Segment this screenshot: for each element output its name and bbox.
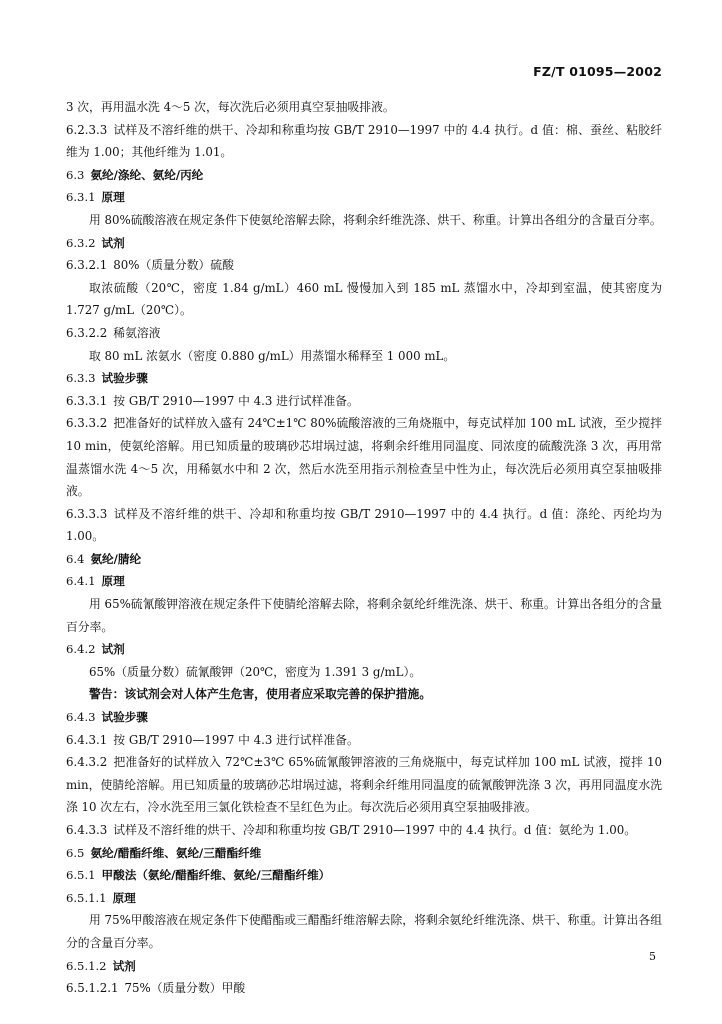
clause-text: 试样及不溶纤维的烘干、冷却和称重均按 GB/T 2910—1997 中的 4.4 执行。d 值：涤纶、丙纶均为 1.00。 bbox=[66, 506, 662, 544]
section-title: 原理 bbox=[101, 574, 125, 589]
section-title: 试剂 bbox=[101, 642, 125, 657]
section-number: 6.4.1 bbox=[66, 574, 96, 589]
section-heading bbox=[66, 706, 662, 729]
section-title: 氨纶/涤纶、氨纶/丙纶 bbox=[90, 167, 204, 182]
paragraph: 65%（质量分数）硫氰酸钾（20℃，密度为 1.391 3 g/mL）。 bbox=[89, 664, 422, 679]
section-title: 原理 bbox=[112, 890, 136, 905]
paragraph: 用 65%硫氰酸钾溶液在规定条件下使腈纶溶解去除，将剩余氨纶纤维洗涤、烘干、称重。计算出各组分的含量百分率。 bbox=[66, 597, 662, 634]
section-number: 6.5 bbox=[66, 845, 85, 860]
clause-text: 按 GB/T 2910—1997 中 4.3 进行试样准备。 bbox=[113, 393, 359, 408]
section-heading bbox=[66, 164, 662, 187]
warning-note: 警告：该试剂会对人体产生危害，使用者应采取完善的保护措施。 bbox=[89, 687, 432, 702]
section-number: 6.4.3 bbox=[66, 710, 96, 725]
paragraph: 取浓硫酸（20℃，密度 1.84 g/mL）460 mL 慢慢加入到 185 mL 蒸馏水中，冷却到室温，使其密度为 1.727 g/mL（20℃）。 bbox=[66, 280, 662, 318]
section-heading bbox=[66, 638, 662, 661]
numbered-clause bbox=[66, 254, 662, 277]
section-heading bbox=[66, 570, 662, 593]
section-number: 6.4 bbox=[66, 551, 85, 566]
numbered-clause bbox=[66, 729, 662, 752]
clause-text: 试样及不溶纤维的烘干、冷却和称重均按 GB/T 2910—1997 中的 4.4 执行。d 值：棉、蚕丝、粘胶纤维为 1.00；其他纤维为 1.01。 bbox=[66, 122, 662, 160]
clause-number: 6.4.3.1 bbox=[66, 732, 108, 747]
clause-text: 75%（质量分数）甲酸 bbox=[124, 981, 246, 996]
clause-number: 6.3.3.1 bbox=[66, 393, 108, 408]
document-body bbox=[66, 96, 662, 1000]
clause-text: 按 GB/T 2910—1997 中 4.3 进行试样准备。 bbox=[113, 732, 359, 747]
clause-text: 把准备好的试样放入盛有 24℃±1℃ 80%硫酸溶液的三角烧瓶中，每克试样加 100 mL 试液，至少搅拌 10 min，使氨纶溶解。用已知质量的玻璃砂芯坩埚过滤，将剩余纤维用同温度、同浓度的硫酸洗涤 3 次，再用常温蒸馏水洗 4～5 次，用稀氨水中和 2 次，然后水洗至用指示剂检查呈中性为止，每次洗后必须用真空泵抽吸排液。 bbox=[66, 416, 662, 499]
paragraph: 用 75%甲酸溶液在规定条件下使醋酯或三醋酯纤维溶解去除，将剩余氨纶纤维洗涤、烘干、称重。计算出各组分的含量百分率。 bbox=[66, 913, 662, 950]
clause-number: 6.4.3.2 bbox=[66, 755, 108, 770]
clause-text: 80%（质量分数）硫酸 bbox=[113, 258, 234, 273]
numbered-clause bbox=[66, 503, 662, 548]
numbered-clause bbox=[66, 977, 662, 1000]
section-number: 6.5.1.1 bbox=[66, 890, 107, 905]
clause-text: 稀氨溶液 bbox=[113, 325, 161, 340]
numbered-clause bbox=[66, 119, 662, 164]
clause-number: 6.3.3.3 bbox=[66, 506, 108, 521]
section-title: 试剂 bbox=[101, 235, 125, 250]
numbered-clause bbox=[66, 412, 662, 502]
section-title: 氨纶/腈纶 bbox=[90, 551, 142, 566]
section-heading bbox=[66, 548, 662, 571]
paragraph: 取 80 mL 浓氨水（密度 0.880 g/mL）用蒸馏水稀释至 1 000 mL。 bbox=[89, 348, 456, 363]
section-title: 试剂 bbox=[112, 958, 136, 973]
section-number: 6.3 bbox=[66, 167, 85, 182]
section-number: 6.3.3 bbox=[66, 371, 96, 386]
section-heading bbox=[66, 232, 662, 255]
section-title: 试验步骤 bbox=[101, 710, 148, 725]
clause-text: 试样及不溶纤维的烘干、冷却和称重均按 GB/T 2910—1997 中的 4.4 执行。d 值：氨纶为 1.00。 bbox=[113, 823, 636, 837]
numbered-clause bbox=[66, 751, 662, 819]
standard-number: FZ/T 01095—2002 bbox=[533, 64, 662, 79]
section-title: 氨纶/醋酯纤维、氨纶/三醋酯纤维 bbox=[90, 845, 262, 860]
section-title: 甲酸法（氨纶/醋酯纤维、氨纶/三醋酯纤维） bbox=[101, 868, 331, 883]
section-heading bbox=[66, 186, 662, 209]
clause-number: 6.2.3.3 bbox=[66, 122, 108, 137]
numbered-clause bbox=[66, 322, 662, 345]
section-number: 6.3.1 bbox=[66, 190, 96, 205]
numbered-clause bbox=[66, 819, 662, 842]
clause-number: 6.5.1.2.1 bbox=[66, 981, 119, 996]
paragraph: 3 次，再用温水洗 4～5 次，每次洗后必须用真空泵抽吸排液。 bbox=[66, 100, 395, 114]
clause-text: 把准备好的试样放入 72℃±3℃ 65%硫氰酸钾溶液的三角烧瓶中，每克试样加 100 mL 试液，搅拌 10 min，使腈纶溶解。用已知质量的玻璃砂芯坩埚过滤，将剩余纤维用同温度的硫氰酸钾洗涤 3 次，再用同温度水洗涤 10 次左右，冷水洗至用三氯化铁检查不呈红色为止。每次洗后必须用真空泵抽吸排液。 bbox=[66, 755, 662, 815]
section-number: 6.4.2 bbox=[66, 642, 96, 657]
clause-number: 6.3.2.1 bbox=[66, 258, 108, 273]
section-heading bbox=[66, 367, 662, 390]
section-heading bbox=[66, 887, 662, 910]
clause-number: 6.4.3.3 bbox=[66, 823, 108, 837]
numbered-clause bbox=[66, 390, 662, 413]
section-title: 试验步骤 bbox=[101, 371, 148, 386]
section-title: 原理 bbox=[101, 190, 125, 205]
section-number: 6.3.2 bbox=[66, 235, 96, 250]
section-heading bbox=[66, 864, 662, 887]
section-heading bbox=[66, 955, 662, 978]
page-number: 5 bbox=[649, 950, 656, 963]
section-heading bbox=[66, 842, 662, 865]
clause-number: 6.3.3.2 bbox=[66, 416, 108, 431]
section-number: 6.5.1 bbox=[66, 868, 96, 883]
section-number: 6.5.1.2 bbox=[66, 958, 107, 973]
clause-number: 6.3.2.2 bbox=[66, 325, 108, 340]
paragraph: 用 80%硫酸溶液在规定条件下使氨纶溶解去除，将剩余纤维洗涤、烘干、称重。计算出各组分的含量百分率。 bbox=[89, 212, 662, 227]
